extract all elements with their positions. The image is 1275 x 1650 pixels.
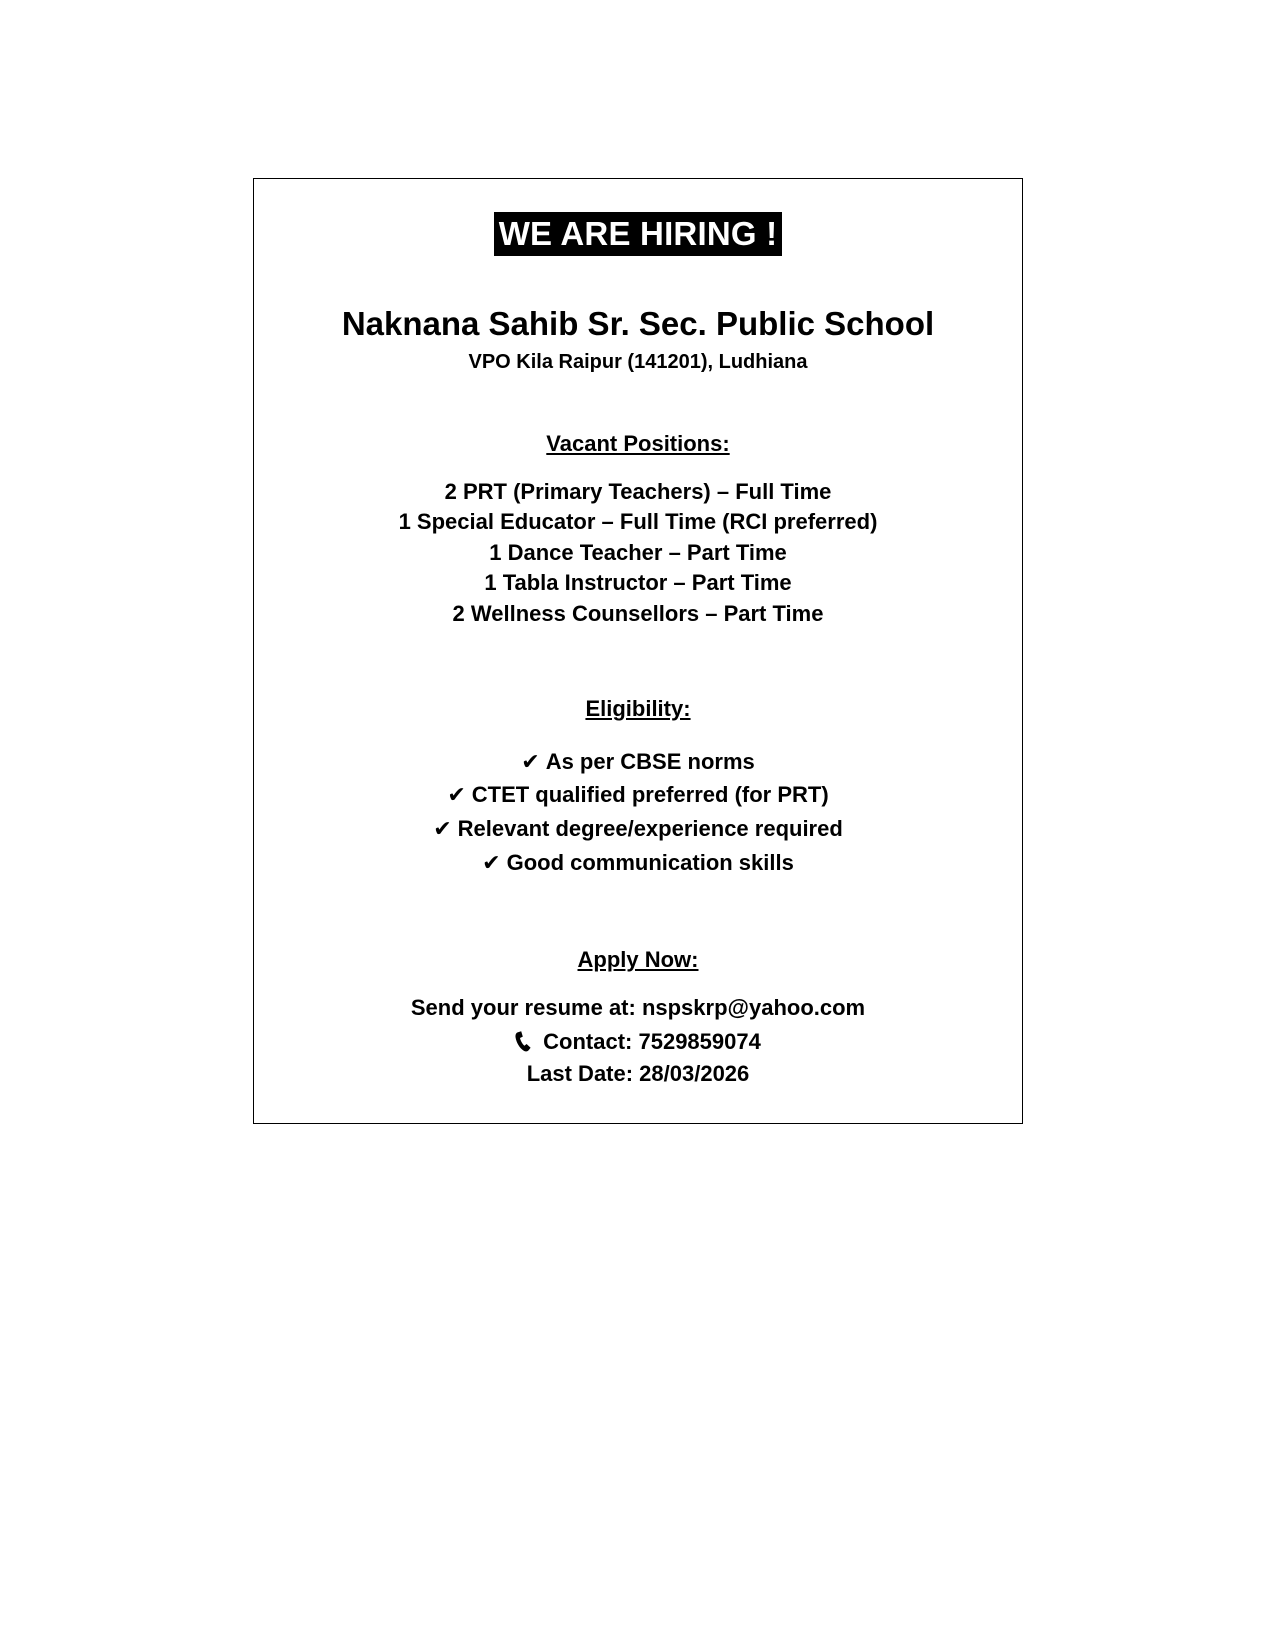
headline-wrapper xyxy=(254,212,1022,256)
position-item: 1 Special Educator – Full Time (RCI preferred) xyxy=(398,509,878,534)
position-item: 2 Wellness Counsellors – Part Time xyxy=(452,601,824,626)
resume-email-line: Send your resume at: nspskrp@yahoo.com xyxy=(410,995,866,1020)
hiring-headline: WE ARE HIRING ! xyxy=(494,212,783,256)
position-item: 1 Tabla Instructor – Part Time xyxy=(484,570,792,595)
school-address: VPO Kila Raipur (141201), Ludhiana xyxy=(468,351,808,373)
check-icon: ✔ xyxy=(482,851,501,876)
eligibility-item-text: Good communication skills xyxy=(506,850,794,875)
check-icon: ✔ xyxy=(521,750,540,775)
contact-text: Contact: 7529859074 xyxy=(543,1029,761,1054)
check-icon: ✔ xyxy=(433,817,452,842)
phone-icon xyxy=(515,1030,533,1060)
eligibility-item-text: As per CBSE norms xyxy=(545,749,755,774)
position-item: 1 Dance Teacher – Part Time xyxy=(489,540,787,565)
check-icon: ✔ xyxy=(447,783,466,808)
eligibility-item-text: CTET qualified preferred (for PRT) xyxy=(471,782,829,807)
eligibility-item xyxy=(254,780,1022,811)
hiring-poster xyxy=(253,178,1023,1124)
contact-line xyxy=(254,1027,1022,1060)
eligibility-heading: Eligibility: xyxy=(585,696,691,721)
school-name: Naknana Sahib Sr. Sec. Public School xyxy=(341,305,935,342)
eligibility-item xyxy=(254,814,1022,845)
last-date-line: Last Date: 28/03/2026 xyxy=(526,1061,750,1086)
vacant-positions-heading: Vacant Positions: xyxy=(546,431,730,456)
eligibility-item-text: Relevant degree/experience required xyxy=(457,816,843,841)
apply-now-heading: Apply Now: xyxy=(577,947,699,972)
position-item: 2 PRT (Primary Teachers) – Full Time xyxy=(444,479,832,504)
eligibility-item xyxy=(254,747,1022,778)
eligibility-item xyxy=(254,848,1022,879)
